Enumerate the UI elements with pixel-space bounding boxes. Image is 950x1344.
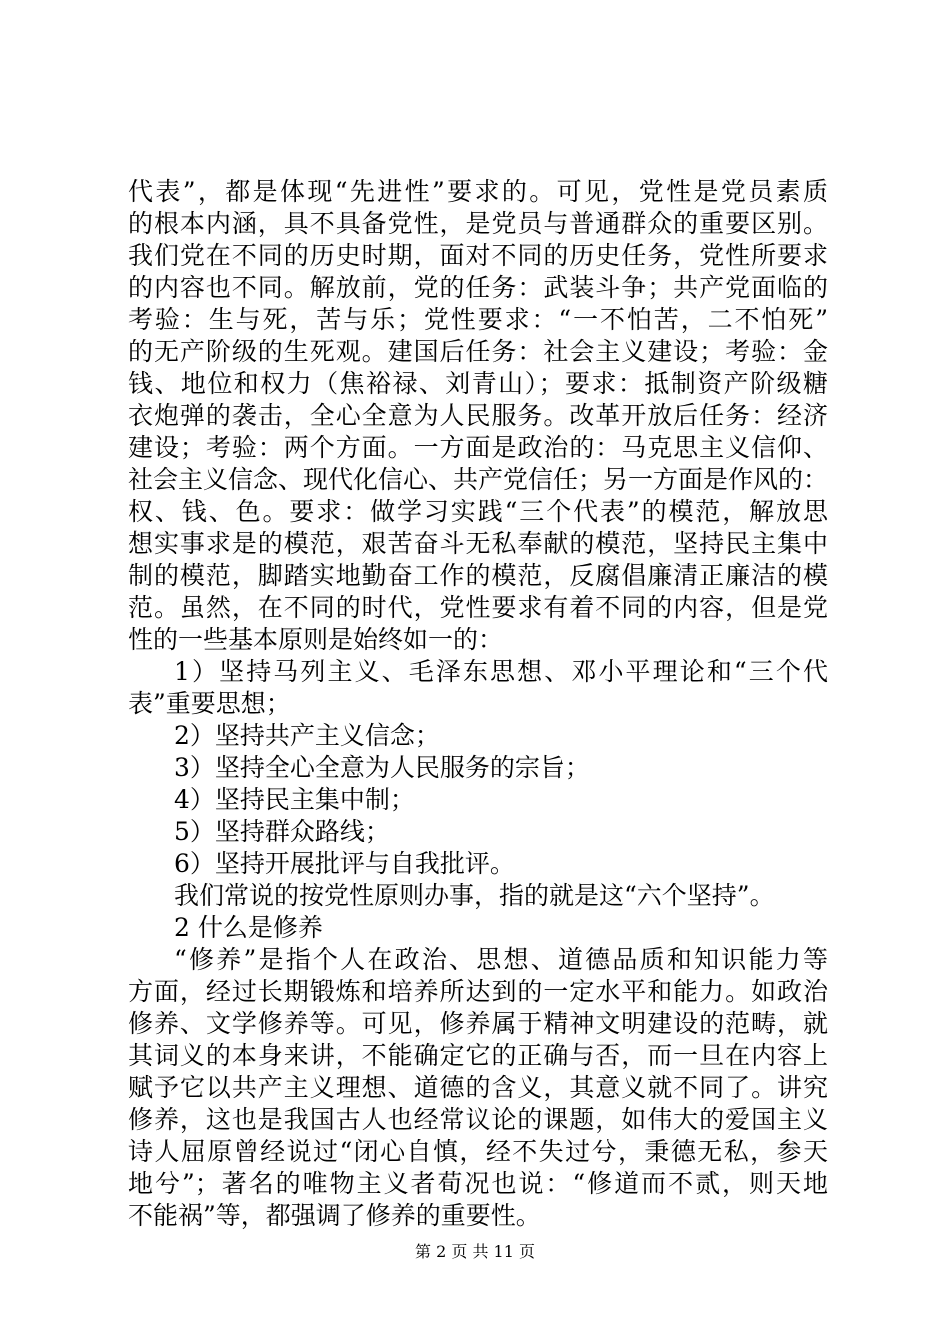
- text-line: 社会主义信念、现代化信心、共产党信任；另一方面是作风的：: [128, 465, 828, 494]
- text-line: 的无产阶级的生死观。建国后任务：社会主义建设；考验：金: [128, 337, 828, 366]
- text-line: 的根本内涵，具不具备党性，是党员与普通群众的重要区别。: [128, 209, 828, 238]
- text-line: 性的一些基本原则是始终如一的：: [128, 625, 504, 654]
- text-line: 的内容也不同。解放前，党的任务：武装斗争；共产党面临的: [128, 273, 828, 302]
- text-line: 衣炮弹的袭击，全心全意为人民服务。改革开放后任务：经济: [128, 401, 828, 430]
- page-number-footer: 第 2 页 共 11 页: [415, 1242, 535, 1261]
- text-line: 修养、文学修养等。可见，修养属于精神文明建设的范畴，就: [128, 1009, 828, 1038]
- text-line: 赋予它以共产主义理想、道德的含义，其意义就不同了。讲究: [128, 1073, 828, 1102]
- text-line: 考验：生与死，苦与乐；党性要求：“一不怕苦，二不怕死”: [128, 305, 828, 334]
- text-line: 想实事求是的模范，艰苦奋斗无私奉献的模范，坚持民主集中: [128, 529, 828, 558]
- text-line: 钱、地位和权力（焦裕禄、刘青山）；要求：抵制资产阶级糖: [128, 369, 828, 398]
- text-line: 我们常说的按党性原则办事，指的就是这“六个坚持”。: [174, 881, 775, 910]
- text-line: 范。虽然，在不同的时代，党性要求有着不同的内容，但是党: [128, 593, 828, 622]
- text-line: 修养，这也是我国古人也经常议论的课题，如伟大的爱国主义: [128, 1105, 828, 1134]
- list-item: 1）坚持马列主义、毛泽东思想、邓小平理论和“三个代: [174, 657, 828, 686]
- section-heading: 2 什么是修养: [174, 913, 323, 942]
- text-line: “修养”是指个人在政治、思想、道德品质和知识能力等: [174, 945, 828, 974]
- list-item: 5）坚持群众路线；: [174, 817, 390, 846]
- list-item: 4）坚持民主集中制；: [174, 785, 415, 814]
- text-line: 制的模范，脚踏实地勤奋工作的模范，反腐倡廉清正廉洁的模: [128, 561, 828, 590]
- text-line: 不能祸”等，都强调了修养的重要性。: [128, 1201, 541, 1230]
- text-line: 地兮”；著名的唯物主义者荀况也说：“修道而不贰，则天地: [128, 1169, 828, 1198]
- text-line: 诗人屈原曾经说过“闭心自慎，经不失过兮，秉德无私，参天: [128, 1137, 828, 1166]
- document-body: [128, 176, 828, 1232]
- list-item: 2）坚持共产主义信念；: [174, 721, 440, 750]
- text-line: 我们党在不同的历史时期，面对不同的历史任务，党性所要求: [128, 241, 828, 270]
- text-line: 方面，经过长期锻炼和培养所达到的一定水平和能力。如政治: [128, 977, 828, 1006]
- text-line: 代表”，都是体现“先进性”要求的。可见，党性是党员素质: [128, 177, 828, 206]
- list-item: 3）坚持全心全意为人民服务的宗旨；: [174, 753, 590, 782]
- text-line: 表”重要思想；: [128, 689, 291, 718]
- text-line: 权、钱、色。要求：做学习实践“三个代表”的模范，解放思: [128, 497, 828, 526]
- list-item: 6）坚持开展批评与自我批评。: [174, 849, 515, 878]
- text-line: 其词义的本身来讲，不能确定它的正确与否，而一旦在内容上: [128, 1041, 828, 1070]
- text-line: 建设；考验：两个方面。一方面是政治的：马克思主义信仰、: [128, 433, 828, 462]
